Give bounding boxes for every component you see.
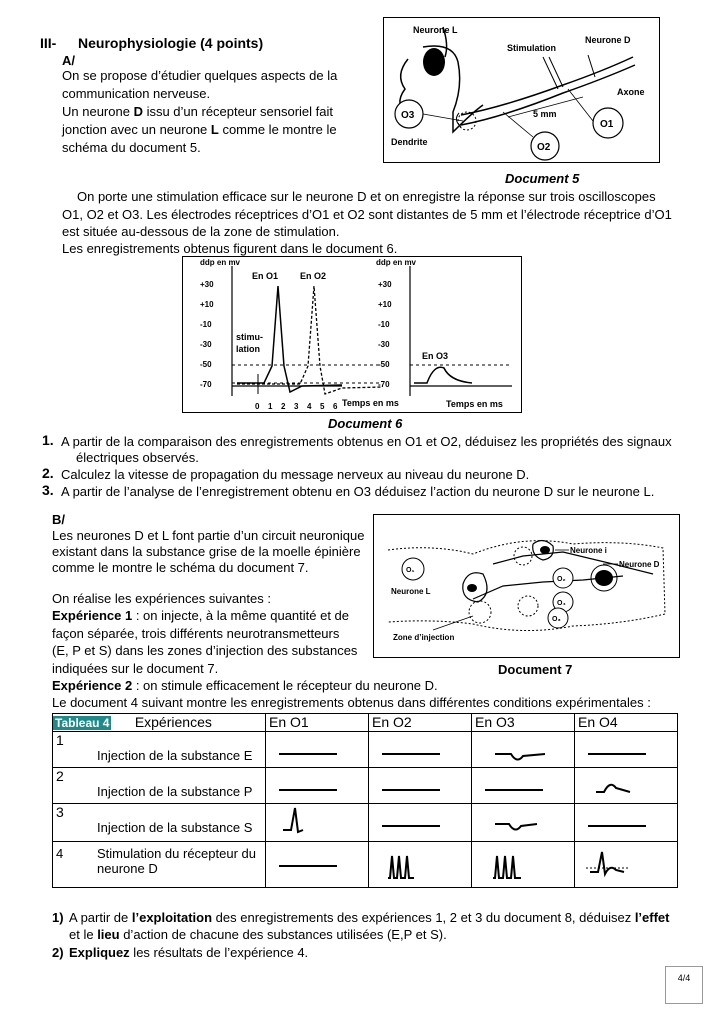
table-row [53, 768, 678, 804]
ytick: +10 [200, 300, 214, 309]
label-en-o2: En O2 [300, 271, 327, 281]
table-header: En O1 [266, 714, 369, 732]
label-o1: O₁ [406, 567, 415, 574]
xtick: 0 [255, 402, 260, 411]
ytick: -10 [378, 320, 390, 329]
document6-figure [182, 256, 522, 413]
para-line: est située au-dessous de la zone de stimulation. [62, 224, 340, 239]
stim-label: lation [236, 344, 260, 354]
document6-caption: Document 6 [328, 416, 403, 431]
table-header: En O3 [472, 714, 575, 732]
final-q-text: A partir de l’exploitation des enregistrements des expériences 1, 2 et 3 du document 8, déduisez l’effet [69, 910, 670, 925]
row-label: Stimulation du récepteur du neurone D [97, 846, 256, 876]
row-label: Injection de la substance S [97, 820, 253, 835]
ylabel-left: ddp en mv [200, 258, 241, 267]
intro-line: On se propose d’étudier quelques aspects de la [62, 68, 338, 83]
xlabel-right: Temps en ms [446, 399, 503, 409]
stim-label: stimu- [236, 332, 263, 342]
exp1-line: façon séparée, trois différents neurotransmetteurs [52, 626, 340, 641]
label-en-o1: En O1 [252, 271, 279, 281]
question-text: A partir de l’analyse de l’enregistrement obtenu en O3 déduisez l’action du neurone D sur le neurone L. [61, 484, 655, 499]
partB-line: existant dans la substance grise de la moelle épinière [52, 544, 361, 559]
label-distance: 5 mm [533, 109, 557, 119]
label-o2: O2 [537, 142, 551, 153]
trace-flat [372, 732, 468, 764]
partB-line: comme le montre le schéma du document 7. [52, 560, 309, 575]
label-neurone-D: Neurone D [619, 560, 660, 569]
ytick: -70 [200, 380, 212, 389]
label-o2: O₂ [557, 576, 566, 583]
trace-spike-train [475, 842, 571, 884]
intro-line: jonction avec un neurone L comme le montre le [62, 122, 337, 137]
xtick: 4 [307, 402, 312, 411]
intro-line: schéma du document 5. [62, 140, 201, 155]
trace-hyperpolarization [475, 804, 571, 838]
row-number: 4 [56, 846, 64, 861]
exp2-line: Expérience 2 : on stimule efficacement le récepteur du neurone D. [52, 678, 438, 693]
xtick: 5 [320, 402, 325, 411]
ytick: -30 [378, 340, 390, 349]
table-header: En O4 [575, 714, 678, 732]
exp1-line: indiquées sur le document 7. [52, 661, 219, 676]
xtick: 3 [294, 402, 299, 411]
document7-figure [373, 514, 680, 658]
ytick: -30 [200, 340, 212, 349]
table-header: En O2 [369, 714, 472, 732]
table-row [53, 842, 678, 888]
xtick: 6 [333, 402, 338, 411]
partB-label: B/ [52, 512, 65, 527]
label-neurone-D: Neurone D [585, 35, 631, 45]
ytick: -10 [200, 320, 212, 329]
xtick: 2 [281, 402, 286, 411]
trace-flat [475, 768, 571, 800]
ytick: -70 [378, 380, 390, 389]
trace-mixed [578, 842, 674, 884]
table-row [53, 732, 678, 768]
row-number: 2 [56, 768, 64, 784]
question-text: électriques observés. [76, 450, 199, 465]
trace-hyperpolarization [475, 732, 571, 764]
ytick: +30 [200, 280, 214, 289]
label-neurone-L: Neurone L [391, 587, 431, 596]
trace-flat [269, 842, 365, 884]
trace-flat [372, 768, 468, 800]
final-q-number: 1) [52, 910, 64, 925]
final-q-number: 2) [52, 945, 64, 960]
ytick: +10 [378, 300, 392, 309]
question-number: 2. [42, 465, 54, 481]
label-axone: Axone [617, 87, 645, 97]
trace-flat [372, 804, 468, 838]
document5-figure [383, 17, 660, 163]
label-stimulation: Stimulation [507, 43, 556, 53]
section-number: III- [40, 35, 57, 51]
trace-flat [269, 732, 365, 764]
label-o4: O₄ [557, 600, 566, 607]
results-table [52, 713, 678, 888]
ylabel-right: ddp en mv [376, 258, 417, 267]
trace-flat [269, 768, 365, 800]
doc4-line: Le document 4 suivant montre les enregistrements obtenus dans différentes conditions expérimentales : [52, 695, 651, 710]
xlabel-left: Temps en ms [342, 398, 399, 408]
exp1-line: Expérience 1 : on injecte, à la même quantité et de [52, 608, 350, 623]
ytick: -50 [378, 360, 390, 369]
trace-flat [578, 732, 674, 764]
question-text: Calculez la vitesse de propagation du message nerveux au niveau du neurone D. [61, 467, 530, 482]
label-en-o3: En O3 [422, 351, 449, 361]
exp1-line: (E, P et S) dans les zones d’injection des substances [52, 643, 358, 658]
document5-caption: Document 5 [505, 171, 580, 186]
trace-flat [578, 804, 674, 838]
xtick: 1 [268, 402, 273, 411]
table-header-experiences: Tableau 4 Expériences [53, 714, 266, 732]
label-o3: O3 [401, 110, 415, 121]
partB-line: Les neurones D et L font partie d’un circuit neuronique [52, 528, 365, 543]
page-number: 4/4 [665, 966, 703, 1004]
table-tag: Tableau 4 [55, 716, 110, 730]
label-neurone-i: Neurone i [570, 546, 607, 555]
partB-line: On réalise les expériences suivantes : [52, 591, 271, 606]
label-o3: O₃ [552, 616, 561, 623]
ytick: +30 [378, 280, 392, 289]
row-label: Injection de la substance P [97, 784, 253, 799]
section-title: Neurophysiologie (4 points) [78, 35, 264, 51]
label-neurone-L: Neurone L [413, 25, 458, 35]
para-line: Les enregistrements obtenus figurent dans le document 6. [62, 241, 398, 256]
label-o1: O1 [600, 119, 614, 130]
para-line: On porte une stimulation efficace sur le neurone D et on enregistre la réponse sur trois oscilloscopes [77, 189, 656, 204]
trace-spike-train [372, 842, 468, 884]
row-label: Injection de la substance E [97, 748, 253, 763]
para-line: O1, O2 et O3. Les électrodes réceptrices d’O1 et O2 sont distantes de 5 mm et l’électrode réceptrice d’O1 [62, 207, 672, 222]
question-number: 1. [42, 432, 54, 448]
row-number: 3 [56, 804, 64, 820]
trace-depolarization [578, 768, 674, 800]
row-number: 1 [56, 732, 64, 748]
question-text: A partir de la comparaison des enregistrements obtenus en O1 et O2, déduisez les propriétés des signaux [61, 434, 672, 449]
final-q-text: et le lieu d’action de chacune des substances utilisées (E,P et S). [69, 927, 447, 942]
label-dendrite: Dendrite [391, 137, 428, 147]
intro-line: Un neurone D issu d’un récepteur sensoriel fait [62, 104, 333, 119]
ytick: -50 [200, 360, 212, 369]
document7-caption: Document 7 [498, 662, 573, 677]
table-row [53, 804, 678, 842]
trace-action-potential [269, 804, 365, 838]
final-q-text: Expliquez les résultats de l’expérience 4. [69, 945, 309, 960]
label-zone-injection: Zone d’injection [393, 633, 455, 642]
question-number: 3. [42, 482, 54, 498]
intro-line: communication nerveuse. [62, 86, 211, 101]
partA-label: A/ [62, 53, 75, 68]
